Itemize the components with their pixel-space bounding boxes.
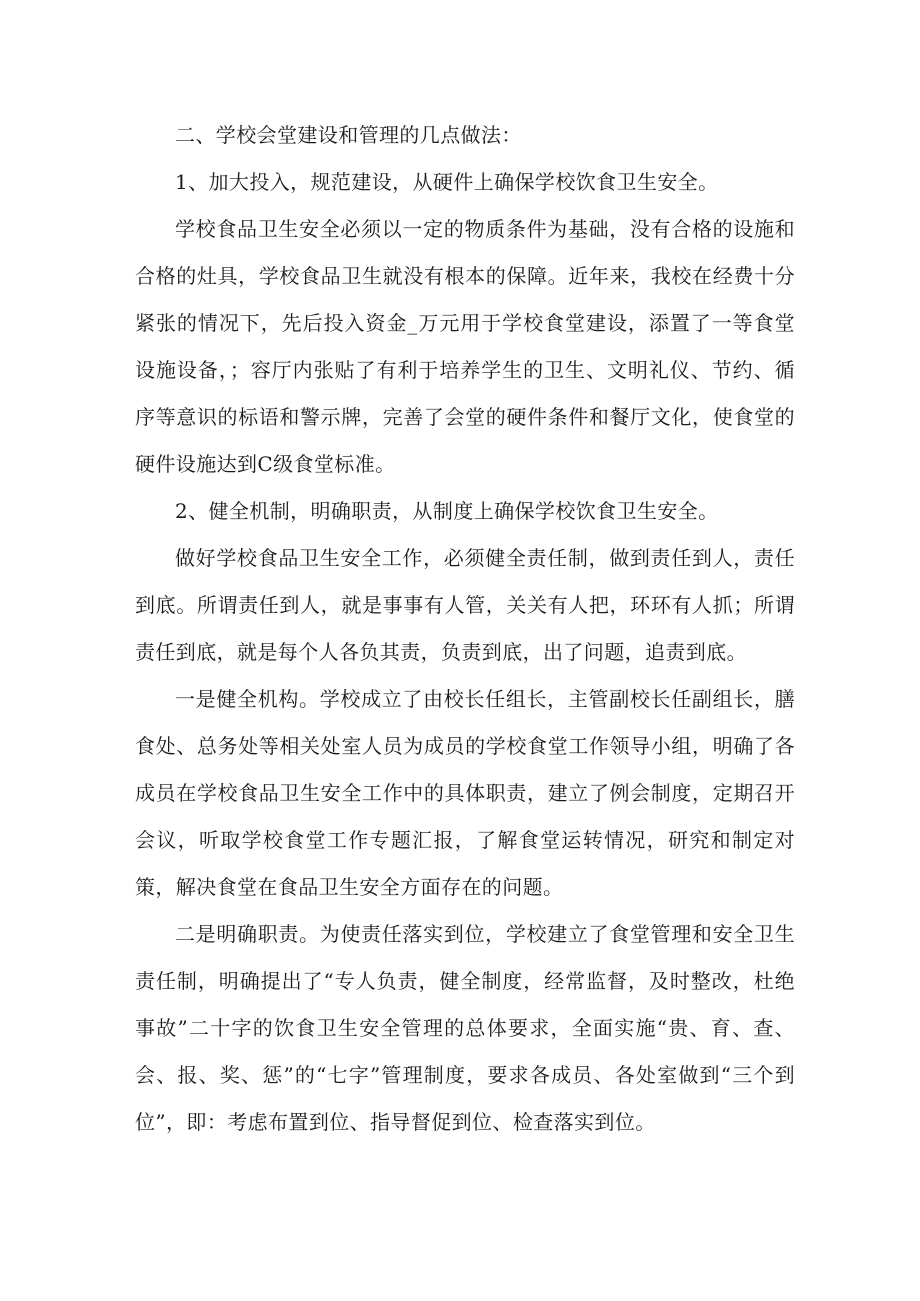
document-content <box>135 112 795 1146</box>
subsection-2-body: 做好学校食品卫生安全工作，必须健全责任制，做到责任到人，责任到底。所谓责任到人，就是事事有人管，关关有人把，环环有人抓；所谓责任到底，就是每个人各负其责，负责到底，出了问题，追责到底。 <box>135 546 795 664</box>
subsection-1-heading: 1、加大投入，规范建设，从硬件上确保学校饮食卫生安全。 <box>175 170 719 194</box>
subsection-2-heading: 2、健全机制，明确职责，从制度上确保学校饮食卫生安全。 <box>175 499 719 523</box>
section-heading: 二、学校会堂建设和管理的几点做法： <box>175 123 522 147</box>
point-1-paragraph: 一是健全机构。学校成立了由校长任组长，主管副校长任副组长，膳食处、总务处等相关处室人员为成员的学校食堂工作领导小组，明确了各成员在学校食品卫生安全工作中的具体职责，建立了例会制度，定期召开会议，听取学校食堂工作专题汇报，了解食堂运转情况，研究和制定对策，解决食堂在食品卫生安全方面存在的问题。 <box>135 687 795 899</box>
point-2-paragraph: 二是明确职责。为使责任落实到位，学校建立了食堂管理和安全卫生责任制，明确提出了“专人负责，健全制度，经常监督，及时整改，杜绝事故”二十字的饮食卫生安全管理的总体要求，全面实施“贵、育、查、会、报、奖、惩”的“七字”管理制度，要求各成员、各处室做到“三个到位”，即：考虑布置到位、指导督促到位、检查落实到位。 <box>135 922 795 1134</box>
subsection-1-body: 学校食品卫生安全必须以一定的物质条件为基础，没有合格的设施和合格的灶具，学校食品卫生就没有根本的保障。近年来，我校在经费十分紧张的情况下，先后投入资金_万元用于学校食堂建设，添置了一等食堂设施设备，；容厅内张贴了有利于培养学生的卫生、文明礼仪、节约、循序等意识的标语和警示牌，完善了会堂的硬件条件和餐厅文化，使食堂的硬件设施达到C级食堂标准。 <box>135 217 795 476</box>
